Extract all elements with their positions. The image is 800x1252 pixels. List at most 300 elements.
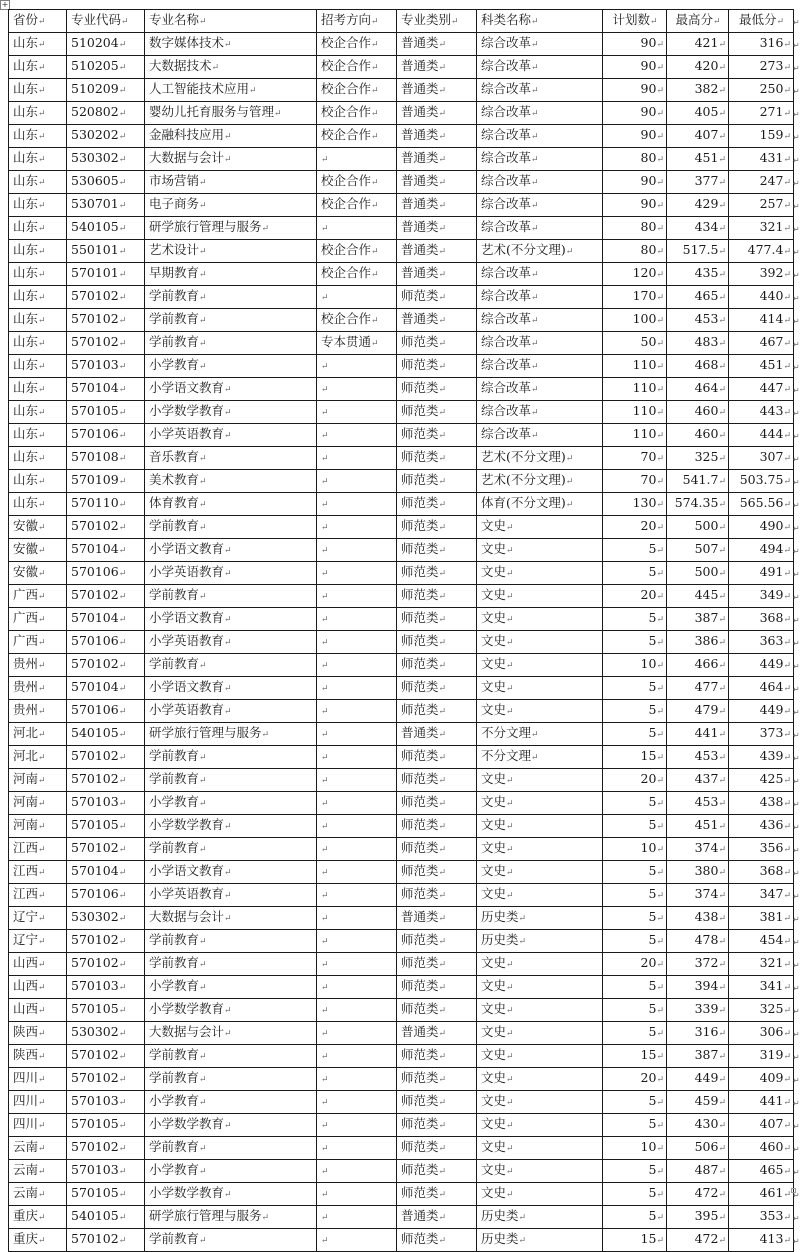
cell-text: 师范类	[401, 380, 439, 395]
cell-text: 10	[640, 840, 657, 855]
cell-enrollment-direction	[317, 309, 397, 332]
paragraph-mark-icon: ↵	[321, 868, 329, 878]
paragraph-mark-icon: ↵	[656, 730, 664, 740]
cell-major-code	[67, 631, 145, 654]
cell-text: 小学数学教育	[149, 1001, 225, 1016]
paragraph-mark-icon: ↵	[656, 63, 664, 73]
paragraph-mark-icon: ↵	[718, 408, 726, 418]
cell-min-score	[729, 79, 794, 102]
cell-plan-count	[603, 769, 667, 792]
paragraph-mark-icon: ↵	[118, 960, 127, 970]
cell-plan-count	[603, 217, 667, 240]
paragraph-mark-icon: ↵	[656, 1213, 664, 1223]
paragraph-mark-icon: ↵	[718, 891, 726, 901]
paragraph-mark-icon: ↵	[199, 201, 207, 211]
cell-min-score	[729, 240, 794, 263]
paragraph-mark-icon: ↵	[199, 247, 207, 257]
cell-major-name	[145, 1183, 317, 1206]
cell-text: 早期教育	[149, 265, 200, 280]
paragraph-mark-icon: ↵	[118, 201, 127, 211]
cell-text: 师范类	[401, 1231, 439, 1246]
cell-enrollment-direction	[317, 838, 397, 861]
cell-text: 广西	[13, 633, 39, 648]
cell-text: 师范类	[401, 334, 439, 349]
cell-major-category	[397, 1183, 477, 1206]
cell-province	[9, 263, 67, 286]
table-move-handle-icon[interactable]: +	[1, 0, 9, 9]
table-row	[9, 746, 794, 769]
cell-text: 570102	[71, 1070, 119, 1085]
header-cell-subject-category	[477, 10, 603, 33]
cell-text: 429	[694, 196, 719, 211]
cell-major-name	[145, 769, 317, 792]
row-end-mark-icon: ↵	[793, 156, 800, 165]
paragraph-mark-icon: ↵	[118, 1144, 127, 1154]
cell-plan-count	[603, 263, 667, 286]
paragraph-mark-icon: ↵	[656, 270, 664, 280]
paragraph-mark-icon: ↵	[38, 1098, 46, 1108]
cell-plan-count	[603, 539, 667, 562]
cell-text: 普通类	[401, 1024, 439, 1039]
table-row	[9, 355, 794, 378]
table-row	[9, 723, 794, 746]
paragraph-mark-icon: ↵	[438, 1190, 447, 1200]
paragraph-mark-icon: ↵	[321, 1098, 329, 1108]
cell-text: 5	[648, 1024, 657, 1039]
cell-max-score	[667, 539, 729, 562]
cell-text: 文史	[481, 886, 507, 901]
table-row	[9, 447, 794, 470]
paragraph-mark-icon: ↵	[38, 592, 46, 602]
cell-max-score	[667, 286, 729, 309]
paragraph-mark-icon: ↵	[211, 63, 220, 73]
cell-text: 70	[640, 449, 657, 464]
cell-major-name	[145, 148, 317, 171]
paragraph-mark-icon: ↵	[656, 201, 664, 211]
cell-text: 339	[694, 1001, 719, 1016]
cell-subject-category	[477, 493, 603, 516]
cell-enrollment-direction	[317, 1045, 397, 1068]
cell-plan-count	[603, 56, 667, 79]
cell-province	[9, 838, 67, 861]
cell-text: 小学教育	[149, 357, 200, 372]
cell-province	[9, 631, 67, 654]
cell-text: 570109	[71, 472, 119, 487]
cell-text: 307	[759, 449, 784, 464]
cell-text: 325	[759, 1001, 784, 1016]
cell-province	[9, 332, 67, 355]
paragraph-mark-icon: ↵	[718, 983, 726, 993]
cell-subject-category	[477, 930, 603, 953]
paragraph-mark-icon: ↵	[438, 661, 447, 671]
paragraph-mark-icon: ↵	[656, 937, 664, 947]
paragraph-mark-icon: ↵	[718, 316, 726, 326]
paragraph-mark-icon: ↵	[118, 638, 127, 648]
cell-text: 师范类	[401, 702, 439, 717]
cell-text: 381	[759, 909, 784, 924]
cell-text: 530605	[71, 173, 119, 188]
cell-major-category	[397, 1114, 477, 1137]
cell-text: 405	[694, 104, 719, 119]
header-text: 专业类别	[401, 12, 452, 27]
row-end-mark-icon: ↵	[793, 202, 800, 211]
header-text: 最低分	[738, 12, 777, 27]
paragraph-mark-icon: ↵	[118, 546, 127, 556]
paragraph-mark-icon: ↵	[118, 454, 127, 464]
cell-plan-count	[603, 930, 667, 953]
cell-enrollment-direction	[317, 1091, 397, 1114]
paragraph-mark-icon: ↵	[656, 684, 664, 694]
cell-min-score	[729, 194, 794, 217]
paragraph-mark-icon: ↵	[783, 1144, 791, 1154]
cell-min-score	[729, 562, 794, 585]
paragraph-mark-icon: ↵	[38, 40, 46, 50]
cell-major-code	[67, 56, 145, 79]
row-end-mark-icon: ↵	[793, 225, 800, 234]
cell-text: 570103	[71, 1093, 119, 1108]
row-end-mark-icon: ↵	[793, 1145, 800, 1154]
paragraph-mark-icon: ↵	[199, 1144, 207, 1154]
cell-text: 安徽	[13, 541, 39, 556]
paragraph-mark-icon: ↵	[656, 1006, 664, 1016]
paragraph-mark-icon: ↵	[438, 1052, 447, 1062]
cell-major-category	[397, 631, 477, 654]
cell-text: 5	[648, 633, 657, 648]
paragraph-mark-icon: ↵	[506, 1075, 514, 1085]
paragraph-mark-icon: ↵	[199, 316, 207, 326]
paragraph-mark-icon: ↵	[438, 799, 447, 809]
cell-plan-count	[603, 125, 667, 148]
paragraph-mark-icon: ↵	[783, 638, 791, 648]
cell-text: 小学语文教育	[149, 679, 225, 694]
cell-text: 学前教育	[149, 771, 200, 786]
cell-enrollment-direction	[317, 884, 397, 907]
cell-text: 山东	[13, 58, 39, 73]
cell-major-category	[397, 769, 477, 792]
paragraph-mark-icon: ↵	[783, 293, 791, 303]
cell-major-code	[67, 447, 145, 470]
paragraph-mark-icon: ↵	[118, 362, 127, 372]
table-row	[9, 286, 794, 309]
cell-text: 414	[759, 311, 784, 326]
paragraph-mark-icon: ↵	[656, 454, 664, 464]
cell-enrollment-direction	[317, 1160, 397, 1183]
cell-text: 374	[694, 840, 719, 855]
cell-major-code	[67, 516, 145, 539]
cell-major-name	[145, 838, 317, 861]
table-row	[9, 1137, 794, 1160]
cell-text: 5	[648, 702, 657, 717]
paragraph-mark-icon: ↵	[438, 109, 447, 119]
cell-text: 学前教育	[149, 518, 200, 533]
row-end-mark-icon: ↵	[793, 593, 800, 602]
cell-major-name	[145, 585, 317, 608]
row-end-mark-icon: ↵	[793, 1191, 800, 1200]
paragraph-mark-icon: ↵	[506, 1052, 514, 1062]
paragraph-mark-icon: ↵	[438, 684, 447, 694]
paragraph-mark-icon: ↵	[438, 339, 447, 349]
cell-enrollment-direction	[317, 332, 397, 355]
cell-text: 小学英语教育	[149, 564, 225, 579]
cell-plan-count	[603, 884, 667, 907]
cell-major-category	[397, 677, 477, 700]
paragraph-mark-icon: ↵	[531, 270, 539, 280]
paragraph-mark-icon: ↵	[506, 523, 514, 533]
paragraph-mark-icon: ↵	[38, 454, 46, 464]
paragraph-mark-icon: ↵	[261, 224, 270, 234]
cell-text: 491	[759, 564, 784, 579]
cell-text: 483	[694, 334, 719, 349]
cell-text: 专本贯通	[321, 334, 372, 349]
header-cell-plan-count	[603, 10, 667, 33]
paragraph-mark-icon: ↵	[321, 362, 329, 372]
cell-text: 5	[648, 1162, 657, 1177]
header-text: 专业名称	[149, 12, 200, 27]
cell-text: 师范类	[401, 518, 439, 533]
cell-subject-category	[477, 539, 603, 562]
cell-plan-count	[603, 1022, 667, 1045]
table-row	[9, 1160, 794, 1183]
paragraph-mark-icon: ↵	[38, 914, 46, 924]
cell-text: 师范类	[401, 656, 439, 671]
paragraph-mark-icon: ↵	[783, 1121, 791, 1131]
cell-subject-category	[477, 79, 603, 102]
cell-major-name	[145, 792, 317, 815]
cell-max-score	[667, 263, 729, 286]
cell-text: 小学英语教育	[149, 886, 225, 901]
paragraph-mark-icon: ↵	[718, 799, 726, 809]
paragraph-mark-icon: ↵	[656, 500, 664, 510]
cell-max-score	[667, 1183, 729, 1206]
cell-enrollment-direction	[317, 861, 397, 884]
header-text: 省份	[13, 12, 39, 27]
paragraph-mark-icon: ↵	[438, 753, 447, 763]
cell-text: 山东	[13, 196, 39, 211]
cell-text: 341	[759, 978, 784, 993]
cell-text: 15	[640, 1231, 657, 1246]
cell-text: 综合改革	[481, 426, 532, 441]
paragraph-mark-icon: ↵	[656, 960, 664, 970]
cell-text: 普通类	[401, 173, 439, 188]
paragraph-mark-icon: ↵	[783, 1006, 791, 1016]
cell-subject-category	[477, 194, 603, 217]
cell-enrollment-direction	[317, 263, 397, 286]
cell-major-code	[67, 378, 145, 401]
cell-text: 文史	[481, 794, 507, 809]
cell-text: 472	[694, 1185, 719, 1200]
cell-province	[9, 976, 67, 999]
row-end-mark-icon: ↵	[793, 869, 800, 878]
header-cell-major-category	[397, 10, 477, 33]
cell-text: 师范类	[401, 955, 439, 970]
cell-major-category	[397, 953, 477, 976]
cell-text: 540105	[71, 1208, 119, 1223]
cell-text: 349	[759, 587, 784, 602]
cell-major-category	[397, 1206, 477, 1229]
cell-text: 247	[759, 173, 784, 188]
cell-plan-count	[603, 723, 667, 746]
cell-text: 综合改革	[481, 311, 532, 326]
cell-plan-count	[603, 102, 667, 125]
paragraph-mark-icon: ↵	[438, 178, 447, 188]
cell-text: 461	[759, 1185, 784, 1200]
table-row	[9, 102, 794, 125]
cell-text: 20	[640, 955, 657, 970]
cell-major-code	[67, 1206, 145, 1229]
cell-major-code	[67, 999, 145, 1022]
row-end-mark-icon: ↵	[793, 1076, 800, 1085]
paragraph-mark-icon: ↵	[118, 339, 127, 349]
paragraph-mark-icon: ↵	[118, 983, 127, 993]
cell-province	[9, 1022, 67, 1045]
cell-province	[9, 493, 67, 516]
cell-text: 5	[648, 863, 657, 878]
table-row	[9, 263, 794, 286]
paragraph-mark-icon: ↵	[321, 224, 329, 234]
cell-text: 文史	[481, 702, 507, 717]
cell-text: 师范类	[401, 863, 439, 878]
cell-text: 570106	[71, 633, 119, 648]
row-end-mark-icon: ↵	[793, 616, 800, 625]
cell-text: 文史	[481, 541, 507, 556]
paragraph-mark-icon: ↵	[506, 868, 514, 878]
cell-max-score	[667, 631, 729, 654]
cell-major-name	[145, 1229, 317, 1252]
paragraph-mark-icon: ↵	[783, 316, 791, 326]
cell-text: 山西	[13, 978, 39, 993]
cell-text: 师范类	[401, 541, 439, 556]
paragraph-mark-icon: ↵	[776, 17, 785, 27]
cell-text: 434	[694, 219, 719, 234]
cell-text: 5	[648, 1093, 657, 1108]
paragraph-mark-icon: ↵	[224, 385, 232, 395]
paragraph-mark-icon: ↵	[656, 316, 664, 326]
table-row	[9, 1091, 794, 1114]
cell-text: 综合改革	[481, 58, 532, 73]
paragraph-mark-icon: ↵	[321, 155, 329, 165]
cell-text: 5	[648, 541, 657, 556]
paragraph-mark-icon: ↵	[38, 17, 46, 27]
cell-text: 438	[759, 794, 784, 809]
cell-max-score	[667, 148, 729, 171]
cell-text: 325	[694, 449, 719, 464]
paragraph-mark-icon: ↵	[118, 822, 127, 832]
paragraph-mark-icon: ↵	[718, 132, 726, 142]
cell-subject-category	[477, 1137, 603, 1160]
cell-text: 80	[640, 219, 657, 234]
table-row	[9, 1068, 794, 1091]
paragraph-mark-icon: ↵	[38, 1006, 46, 1016]
cell-min-score	[729, 907, 794, 930]
paragraph-mark-icon: ↵	[438, 960, 447, 970]
row-end-mark-icon: ↵	[793, 409, 800, 418]
paragraph-mark-icon: ↵	[656, 1075, 664, 1085]
paragraph-mark-icon: ↵	[783, 1190, 791, 1200]
cell-text: 465	[759, 1162, 784, 1177]
cell-major-category	[397, 332, 477, 355]
paragraph-mark-icon: ↵	[199, 845, 207, 855]
cell-enrollment-direction	[317, 102, 397, 125]
cell-text: 师范类	[401, 748, 439, 763]
paragraph-mark-icon: ↵	[321, 891, 329, 901]
paragraph-mark-icon: ↵	[783, 799, 791, 809]
paragraph-mark-icon: ↵	[656, 546, 664, 556]
cell-text: 319	[759, 1047, 784, 1062]
paragraph-mark-icon: ↵	[718, 500, 726, 510]
cell-text: 文史	[481, 863, 507, 878]
header-cell-max-score	[667, 10, 729, 33]
cell-text: 409	[759, 1070, 784, 1085]
cell-text: 5	[648, 1208, 657, 1223]
paragraph-mark-icon: ↵	[438, 638, 447, 648]
paragraph-mark-icon: ↵	[199, 1236, 207, 1246]
paragraph-mark-icon: ↵	[656, 178, 664, 188]
paragraph-mark-icon: ↵	[531, 316, 539, 326]
cell-text: 570108	[71, 449, 119, 464]
cell-major-category	[397, 585, 477, 608]
cell-subject-category	[477, 516, 603, 539]
cell-text: 90	[640, 81, 657, 96]
paragraph-mark-icon: ↵	[506, 776, 514, 786]
cell-major-code	[67, 976, 145, 999]
cell-text: 文史	[481, 978, 507, 993]
cell-text: 120	[632, 265, 657, 280]
cell-plan-count	[603, 608, 667, 631]
cell-text: 377	[694, 173, 719, 188]
cell-province	[9, 953, 67, 976]
paragraph-mark-icon: ↵	[656, 385, 664, 395]
cell-text: 530302	[71, 150, 119, 165]
table-header-row	[9, 10, 794, 33]
cell-max-score	[667, 1114, 729, 1137]
paragraph-mark-icon: ↵	[783, 592, 791, 602]
cell-text: 570102	[71, 311, 119, 326]
paragraph-mark-icon: ↵	[438, 63, 447, 73]
cell-major-name	[145, 79, 317, 102]
cell-text: 山东	[13, 380, 39, 395]
paragraph-mark-icon: ↵	[656, 1144, 664, 1154]
paragraph-mark-icon: ↵	[118, 1098, 127, 1108]
paragraph-mark-icon: ↵	[438, 362, 447, 372]
cell-text: 431	[759, 150, 784, 165]
paragraph-mark-icon: ↵	[656, 914, 664, 924]
cell-text: 5	[648, 932, 657, 947]
paragraph-mark-icon: ↵	[118, 776, 127, 786]
cell-text: 河北	[13, 748, 39, 763]
cell-max-score	[667, 56, 729, 79]
cell-text: 学前教育	[149, 334, 200, 349]
cell-min-score	[729, 102, 794, 125]
cell-enrollment-direction	[317, 953, 397, 976]
paragraph-mark-icon: ↵	[321, 500, 329, 510]
cell-max-score	[667, 815, 729, 838]
paragraph-mark-icon: ↵	[371, 109, 379, 119]
paragraph-mark-icon: ↵	[783, 753, 791, 763]
paragraph-mark-icon: ↵	[531, 40, 539, 50]
cell-min-score	[729, 332, 794, 355]
cell-major-category	[397, 838, 477, 861]
paragraph-mark-icon: ↵	[531, 132, 539, 142]
paragraph-mark-icon: ↵	[656, 822, 664, 832]
cell-min-score	[729, 976, 794, 999]
paragraph-mark-icon: ↵	[321, 638, 329, 648]
paragraph-mark-icon: ↵	[656, 1121, 664, 1131]
paragraph-mark-icon: ↵	[506, 592, 514, 602]
paragraph-mark-icon: ↵	[506, 661, 514, 671]
cell-subject-category	[477, 746, 603, 769]
paragraph-mark-icon: ↵	[438, 1075, 447, 1085]
cell-major-code	[67, 1160, 145, 1183]
